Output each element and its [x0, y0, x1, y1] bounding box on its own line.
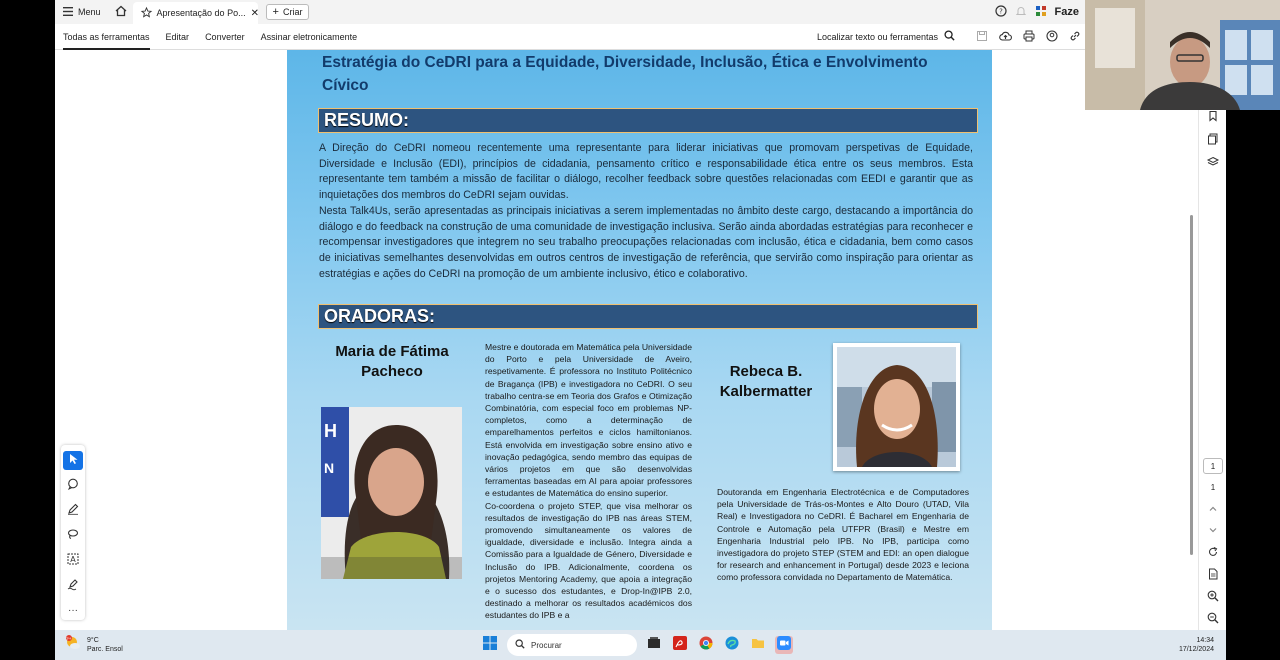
upload-cloud-icon[interactable]: [999, 30, 1012, 44]
speaker1-name: Maria de Fátima Pacheco: [335, 343, 449, 380]
page-down-button[interactable]: [1205, 523, 1221, 539]
tool-sign[interactable]: Assinar eletronicamente: [260, 31, 358, 42]
taskbar-app-edge[interactable]: [723, 636, 741, 654]
comment-icon: [67, 477, 79, 495]
page-current[interactable]: 1: [1203, 458, 1223, 474]
speaker1-photo: [321, 407, 462, 579]
pages-icon: [1207, 132, 1219, 150]
home-button[interactable]: [109, 0, 133, 24]
bookmark-icon: [1207, 109, 1219, 127]
svg-text:H: H: [324, 421, 337, 441]
weather-text: [87, 636, 123, 654]
right-side-panel: [1198, 50, 1226, 630]
tools-toolbar: [55, 24, 1085, 50]
pen-icon: [67, 502, 79, 520]
quick-tools-bar: [61, 445, 85, 620]
hamburger-icon: [63, 7, 73, 18]
search-icon: [944, 30, 955, 43]
weather-condition: Parc. Ensol: [87, 646, 123, 653]
taskbar-app-zoom[interactable]: [775, 636, 793, 654]
vertical-scrollbar[interactable]: [1190, 215, 1193, 555]
draw-tool-button[interactable]: [63, 526, 83, 545]
page-thumbnail-button[interactable]: [1205, 568, 1221, 584]
tool-convert[interactable]: Converter: [205, 31, 245, 42]
select-tool-button[interactable]: [63, 451, 83, 470]
weather-icon: [65, 635, 81, 656]
taskbar-center: [481, 634, 793, 656]
weather-badge: 9+: [66, 636, 72, 641]
summary-paragraph-2: Nesta Talk4Us, serão apresentadas as principais iniciativas a serem implementadas no âmbito deste cargo, destacando a importância do diálogo e do feedback na construção de uma comunidade de investigação inclusiva. Serão ainda abordadas estratégias para reconhecer e recompensar investigadores que integrem no seu trabalho preocupações relacionadas com inclusão, ética e cidadania, bem como casos de iniciativas semelhantes desenvolvidas em outros centros de investigação de referência, que servirão como inspiração para orientar as estratégias e ações do CeDRI na promoção de um ambiente inclusivo, ético e colaborativo.: [319, 204, 973, 280]
zoom-in-icon: [1207, 589, 1219, 607]
star-icon[interactable]: [141, 7, 152, 20]
pdf-page: [287, 50, 992, 630]
speaker2-bio: Doutoranda em Engenharia Electrotécnica e de Computadores pela Universidade de Trás-os-Montes e Alto Douro (UTAD, Vila Real) e Investigadora no CeDRI. É Bacharel em Engenharia de Controle e Automação pela UTFPR (Brasil) e Mestre em Engenharia Industrial pelo IPB. No IPB, participa como investigadora do projeto STEP (STEM and EDI: an open dialogue for research and enhancement in Portugal) desde 2023 e leciona como professora convidada no Departamento de Matemática.: [717, 487, 969, 583]
menu-button[interactable]: [55, 0, 109, 24]
apps-grid-icon[interactable]: [1035, 5, 1047, 19]
cursor-icon: [68, 452, 79, 470]
save-icon[interactable]: [976, 30, 988, 44]
find-tools-label: Localizar texto ou ferramentas: [816, 31, 938, 42]
lasso-icon: [67, 527, 79, 545]
screen-border-left: [0, 0, 55, 660]
document-tab[interactable]: [133, 2, 258, 24]
help-icon[interactable]: [995, 5, 1007, 19]
edge-icon: [725, 636, 739, 655]
task-view-icon: [647, 636, 661, 655]
svg-text:?: ?: [998, 7, 1003, 16]
plus-icon: +: [272, 5, 279, 18]
speakers-heading: ORADORAS:: [318, 304, 978, 329]
sign-tool-button[interactable]: [63, 576, 83, 595]
pages-button[interactable]: [1205, 133, 1221, 149]
menu-label: Menu: [78, 7, 101, 17]
temperature: 9°C: [87, 637, 99, 644]
summary-text: [319, 141, 973, 282]
weather-widget[interactable]: [65, 635, 123, 656]
windows-taskbar: [55, 630, 1226, 660]
document-title: Estratégia do CeDRI para a Equidade, Diversidade, Inclusão, Ética e Envolvimento Cívico: [322, 54, 928, 94]
webcam-overlay: [1085, 0, 1280, 110]
acrobat-icon: [673, 636, 687, 655]
tab-bar: [55, 0, 1085, 24]
notification-icon[interactable]: [1015, 5, 1027, 19]
layers-icon: [1207, 155, 1219, 173]
document-icon: [1207, 567, 1219, 585]
rotate-button[interactable]: [1205, 546, 1221, 562]
home-icon: [115, 5, 127, 19]
speaker2-name: Rebeca B. Kalbermatter: [719, 363, 813, 400]
bookmark-button[interactable]: [1205, 110, 1221, 126]
highlight-tool-button[interactable]: [63, 501, 83, 520]
text-box-icon: [67, 552, 79, 570]
tab-title: Apresentação do Po...: [156, 8, 246, 18]
user-label[interactable]: Faze: [1054, 6, 1079, 18]
taskbar-app-acrobat[interactable]: [671, 636, 689, 654]
clock-time: 14:34: [1196, 637, 1214, 644]
zoom-out-button[interactable]: [1205, 612, 1221, 628]
document-viewer[interactable]: [55, 50, 1198, 630]
zoom-in-button[interactable]: [1205, 590, 1221, 606]
taskbar-search[interactable]: [507, 634, 637, 656]
svg-text:N: N: [324, 460, 335, 476]
clock-date: 17/12/2024: [1178, 646, 1214, 653]
comment-tool-button[interactable]: [63, 476, 83, 495]
create-label: Criar: [282, 7, 303, 17]
chrome-icon: [699, 636, 713, 655]
windows-logo-icon: [483, 636, 497, 655]
tool-all-tools[interactable]: Todas as ferramentas: [55, 24, 158, 50]
taskbar-app-taskview[interactable]: [645, 636, 663, 654]
taskbar-search-placeholder: Procurar: [531, 640, 562, 650]
find-tools-search[interactable]: [817, 30, 955, 43]
chevron-up-icon: [1208, 501, 1218, 519]
chevron-down-icon: [1208, 522, 1218, 540]
close-tab-icon[interactable]: ✕: [250, 7, 259, 19]
summary-paragraph-1: A Direção do CeDRI nomeou recentemente uma representante para liderar iniciativas que promovam perspetivas de Equidade, Diversidade e Inclusão (EDI), princípios de cidadania, pensamento crítico e responsabilidade ética entre os seus membros. Esta representante tem também a missão de facilitar o diálogo, recolher feedback sobre questões relacionadas com EEDI e garantir que as inquietações dos membros do CeDRI sejam ouvidas.: [319, 142, 973, 202]
more-icon: ···: [68, 605, 78, 616]
speaker1-bio-paragraph-2: Co-coordena o projeto STEP, que visa melhorar os resultados de investigação do IPB nas áreas STEM, promovendo simultaneamente os valores de igualdade, diversidade e inclusão. Integra ainda a Comissão para a Igualdade de Género, Diversidade e Inclusão do IPB. Adicionalmente, coordena os projetos Mentoring Academy, que apoia a integração e o sucesso dos estudantes, e Drop-In@IPB 2.0, destinado a melhorar os resultados académicos dos estudantes do IPB e a: [485, 500, 692, 621]
create-button[interactable]: [266, 4, 310, 20]
start-button[interactable]: [481, 636, 499, 654]
share-user-icon[interactable]: [1046, 30, 1058, 44]
link-icon[interactable]: [1069, 30, 1081, 44]
tool-edit[interactable]: Editar: [165, 31, 190, 42]
folder-icon: [751, 636, 765, 655]
speaker1-bio-paragraph-1: Mestre e doutorada em Matemática pela Universidade do Porto e pela Universidade de Aveiro, respetivamente. É professora no Instituto Politécnico de Bragança (IPB) e investigadora no CeDRI. O seu trabalho centra-se em Teoria dos Grafos e Otimização Combinatória, com especial foco em problemas NP-completos, como a determinação de emparelhamentos perfeitos e ciclos hamiltonianos. Está envolvida em investigação sobre ensino ativo e inovação pedagógica, sendo membro das equipas de vários projetos em que são desenvolvidas ferramentas baseadas em AI para apoiar professores e estudantes de Matemática do ensino superior.: [485, 342, 692, 499]
summary-heading: RESUMO:: [318, 108, 978, 133]
print-icon[interactable]: [1023, 30, 1035, 44]
taskbar-app-chrome[interactable]: [697, 636, 715, 654]
layers-button[interactable]: [1205, 156, 1221, 172]
speaker1-bio: [485, 341, 692, 622]
zoom-icon: [777, 636, 791, 655]
text-tool-button[interactable]: [63, 551, 83, 570]
signature-pen-icon: [67, 577, 79, 595]
taskbar-search-icon: [515, 639, 525, 651]
zoom-out-icon: [1207, 611, 1219, 629]
taskbar-app-explorer[interactable]: [749, 636, 767, 654]
speaker2-photo: [833, 343, 960, 471]
toolbar-right: [817, 30, 1085, 44]
tabbar-right: [995, 5, 1085, 19]
refresh-icon: [1207, 545, 1219, 563]
page-up-button[interactable]: [1205, 502, 1221, 518]
taskbar-clock[interactable]: [1179, 636, 1214, 654]
more-tools-button[interactable]: [63, 601, 83, 620]
svg-text:A: A: [70, 554, 76, 564]
page-total: 1: [1210, 483, 1216, 492]
